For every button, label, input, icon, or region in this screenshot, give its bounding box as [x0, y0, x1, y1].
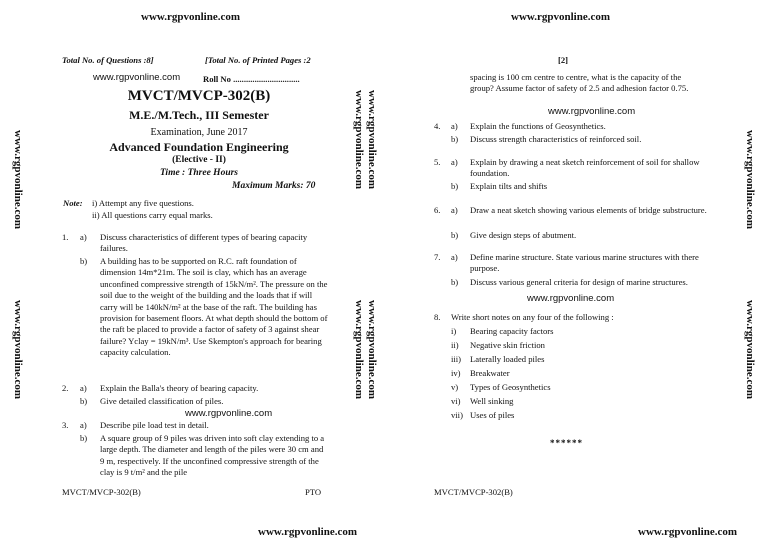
watermark-bottom-left: www.rgpvonline.com: [258, 526, 357, 538]
item-text: Uses of piles: [470, 410, 515, 420]
item-text: Types of Geosynthetics: [470, 382, 551, 392]
question-number: 6.: [434, 205, 441, 215]
question-text: Give design steps of abutment.: [470, 230, 577, 240]
question-text: A building has to be supported on R.C. raft foundation of dimension 14m*21m. The soil is clay, which has an average unconfined compressive strength of 15kN/m². The pressure on the soil due to the weight of the building and the loads that if will carry will be 140kN/m² at the base of the raft. The building has provision for basement floors. At what depth should the bottom of the raft be placed to provide a factor of safety of 3 against shear failure? Yclay = 19kN/m³. Use Skempton's approach for bearing capacity calculation.: [100, 256, 328, 358]
watermark-bottom-right: www.rgpvonline.com: [638, 526, 737, 538]
question-text: spacing is 100 cm centre to centre, what is the capacity of the group? Assume factor of safety of 2.5 and adhesion factor 0.75.: [470, 72, 689, 94]
roll-no: Roll No ...............................: [203, 74, 300, 84]
question-part: a): [451, 205, 458, 215]
watermark-vertical-mid-1: www.rgpvonline.com: [353, 90, 365, 189]
question-number: 4.: [434, 121, 441, 131]
question-text: Give detailed classification of piles.: [100, 396, 224, 406]
question-number: 3.: [62, 420, 69, 430]
note-1: i) Attempt any five questions.: [92, 198, 194, 208]
watermark-vertical-mid-2: www.rgpvonline.com: [366, 90, 378, 189]
question-text: Write short notes on any four of the following :: [451, 312, 614, 322]
paper-code: MVCT/MVCP-302(B): [127, 88, 271, 104]
total-questions: Total No. of Questions :8]: [62, 55, 154, 65]
question-text: Explain tilts and shifts: [470, 181, 548, 191]
question-number: 7.: [434, 252, 441, 262]
time: Time : Three Hours: [159, 168, 239, 178]
question-part: b): [451, 230, 459, 240]
question-text: A square group of 9 piles was driven into soft clay extending to a large depth. The diameter and length of the piles were 30 cm and 9 m, respectively. If the unconfined compressive strength of the clay is 9 t/m² and the pile: [100, 433, 325, 478]
question-number: 8.: [434, 312, 441, 322]
item-label: vi): [451, 396, 461, 406]
note-label: Note:: [63, 198, 83, 208]
item-label: v): [451, 382, 459, 392]
watermark-vertical-mid-4: www.rgpvonline.com: [366, 300, 378, 399]
total-pages: [Total No. of Printed Pages :2: [205, 55, 311, 65]
question-part: b): [451, 277, 459, 287]
question-text: Explain by drawing a neat sketch reinforcement of soil for shallow foundation.: [470, 157, 700, 179]
question-text: Explain the Balla's theory of bearing capacity.: [100, 383, 259, 393]
watermark-vertical-right-1: www.rgpvonline.com: [744, 130, 756, 229]
item-label: ii): [451, 340, 459, 350]
question-part: a): [80, 232, 87, 242]
watermark-vertical-right-2: www.rgpvonline.com: [744, 300, 756, 399]
question-text: Draw a neat sketch showing various elements of bridge substructure.: [470, 205, 707, 215]
item-label: vii): [451, 410, 463, 420]
watermark-vertical-mid-3: www.rgpvonline.com: [353, 300, 365, 399]
watermark-top-right: www.rgpvonline.com: [511, 11, 610, 23]
question-part: b): [451, 181, 459, 191]
subject-title: Advanced Foundation Engineering: [109, 140, 289, 154]
watermark-inline-2: www.rgpvonline.com: [185, 408, 273, 419]
watermark-inline-4: www.rgpvonline.com: [527, 293, 615, 304]
question-number: 1.: [62, 232, 69, 242]
question-part: a): [451, 252, 458, 262]
question-part: a): [451, 157, 458, 167]
question-number: 5.: [434, 157, 441, 167]
question-part: a): [451, 121, 458, 131]
end-mark: ******: [550, 438, 583, 448]
footer-code-left: MVCT/MVCP-302(B): [62, 487, 141, 497]
watermark-inline-3: www.rgpvonline.com: [548, 106, 636, 117]
question-number: 2.: [62, 383, 69, 393]
watermark-inline-1: www.rgpvonline.com: [93, 72, 181, 83]
item-label: iii): [451, 354, 462, 364]
note-2: ii) All questions carry equal marks.: [92, 210, 213, 220]
watermark-top-left: www.rgpvonline.com: [141, 11, 240, 23]
page-number: [2]: [558, 55, 569, 65]
question-part: b): [80, 433, 88, 443]
elective: (Elective - II): [172, 155, 226, 165]
question-text: Discuss strength characteristics of reinforced soil.: [470, 134, 642, 144]
watermark-vertical-left-1: www.rgpvonline.com: [12, 130, 24, 229]
watermark-vertical-left-2: www.rgpvonline.com: [12, 300, 24, 399]
question-text: Discuss characteristics of different types of bearing capacity failures.: [100, 232, 308, 254]
footer-code-right: MVCT/MVCP-302(B): [434, 487, 513, 497]
item-label: iv): [451, 368, 461, 378]
item-text: Bearing capacity factors: [470, 326, 554, 336]
max-marks: Maximum Marks: 70: [232, 181, 316, 191]
item-label: i): [451, 326, 457, 336]
question-text: Describe pile load test in detail.: [100, 420, 209, 430]
footer-pto: PTO: [305, 487, 322, 497]
exam-session: Examination, June 2017: [150, 127, 248, 138]
question-text: Discuss various general criteria for design of marine structures.: [470, 277, 688, 287]
question-text: Define marine structure. State various marine structures with there purpose.: [470, 252, 699, 274]
item-text: Laterally loaded piles: [470, 354, 545, 364]
question-part: a): [80, 383, 87, 393]
item-text: Well sinking: [470, 396, 514, 406]
question-part: b): [451, 134, 459, 144]
question-part: b): [80, 396, 88, 406]
question-text: Explain the functions of Geosynthetics.: [470, 121, 606, 131]
question-part: b): [80, 256, 88, 266]
item-text: Negative skin friction: [470, 340, 545, 350]
item-text: Breakwater: [470, 368, 510, 378]
question-part: a): [80, 420, 87, 430]
program: M.E./M.Tech., III Semester: [129, 108, 269, 122]
